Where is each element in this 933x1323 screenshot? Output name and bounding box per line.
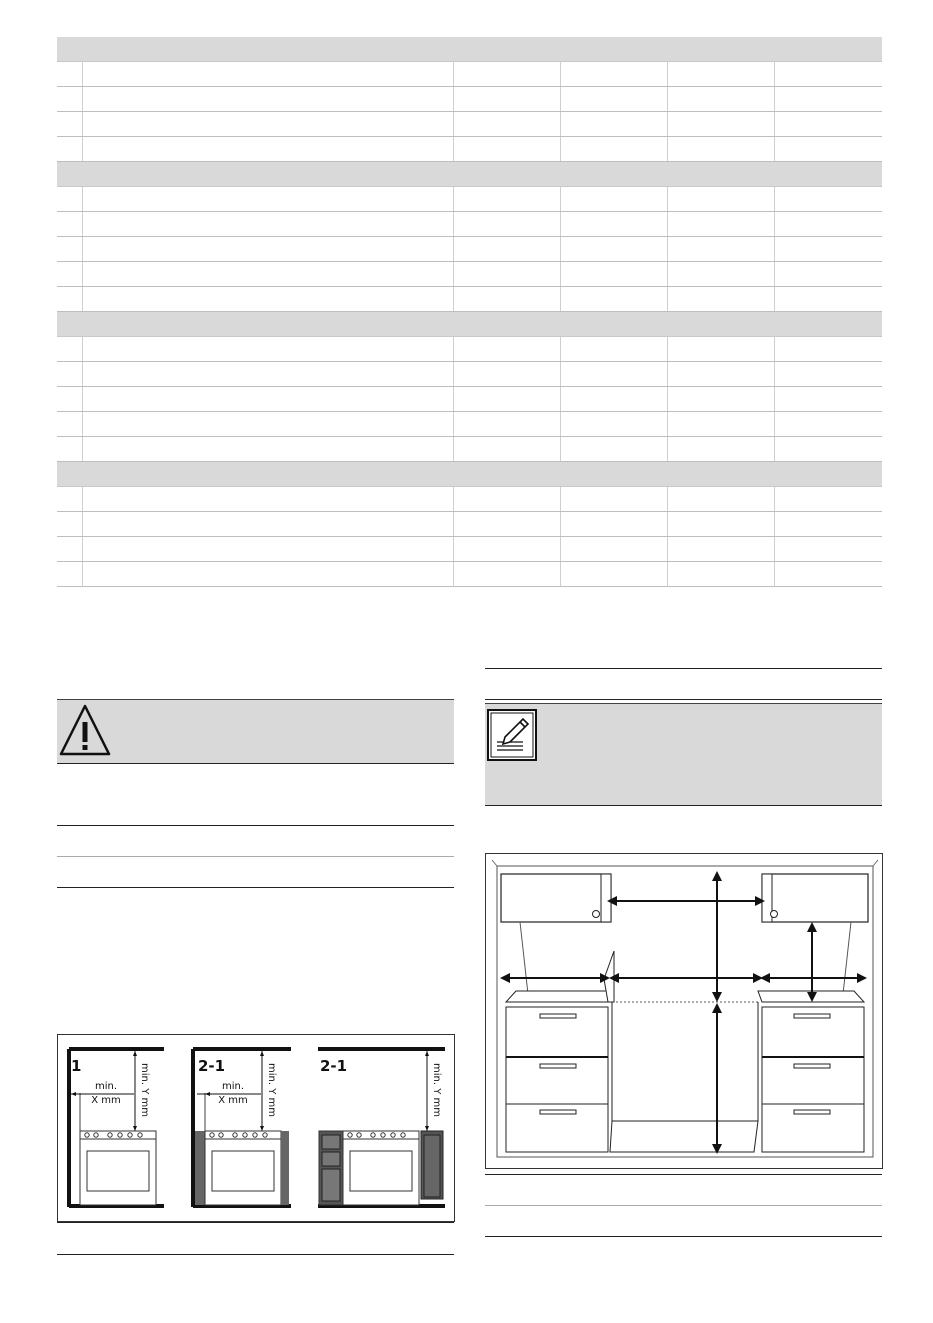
table-cell xyxy=(560,362,561,386)
table-cell xyxy=(667,237,668,261)
table-cell xyxy=(560,62,561,86)
table-cell xyxy=(667,437,668,461)
table-row xyxy=(57,87,882,112)
divider xyxy=(57,825,454,826)
table-cell xyxy=(667,87,668,111)
divider xyxy=(57,887,454,888)
table-cell xyxy=(82,262,83,286)
table-cell xyxy=(453,62,454,86)
x-value-label: X mm xyxy=(218,1095,248,1106)
table-cell xyxy=(774,262,775,286)
y-min-label: min. Y mm xyxy=(431,1063,442,1117)
x-min-label: min. xyxy=(221,1081,245,1092)
table-cell xyxy=(560,387,561,411)
divider xyxy=(57,763,454,764)
table-cell xyxy=(453,437,454,461)
table-cell xyxy=(774,112,775,136)
clearance-panel-3 xyxy=(318,1049,445,1206)
table-cell xyxy=(453,362,454,386)
table-cell xyxy=(774,437,775,461)
table-row xyxy=(57,562,882,587)
table-cell xyxy=(774,362,775,386)
table-row xyxy=(57,387,882,412)
table-cell xyxy=(453,212,454,236)
table-cell xyxy=(82,437,83,461)
table-cell xyxy=(82,212,83,236)
table-cell xyxy=(82,512,83,536)
warning-triangle-icon xyxy=(57,702,113,758)
table-row xyxy=(57,287,882,312)
y-min-label: min. Y mm xyxy=(139,1063,150,1117)
table-cell xyxy=(667,137,668,161)
table-cell xyxy=(82,87,83,111)
table-cell xyxy=(774,287,775,311)
table-cell xyxy=(453,187,454,211)
table-cell xyxy=(82,62,83,86)
table-cell xyxy=(774,387,775,411)
table-cell xyxy=(774,237,775,261)
table-row xyxy=(57,262,882,287)
table-cell xyxy=(560,212,561,236)
table-cell xyxy=(560,87,561,111)
table-section-header xyxy=(57,312,882,337)
table-cell xyxy=(82,362,83,386)
table-cell xyxy=(453,412,454,436)
table-cell xyxy=(774,212,775,236)
table-cell xyxy=(667,387,668,411)
table-cell xyxy=(667,112,668,136)
clearance-panel-2 xyxy=(193,1049,291,1207)
table-row xyxy=(57,437,882,462)
divider xyxy=(57,856,454,857)
table-cell xyxy=(774,412,775,436)
table-cell xyxy=(453,112,454,136)
table-cell xyxy=(560,287,561,311)
warning-box xyxy=(57,699,454,764)
x-min-label: min. xyxy=(94,1081,118,1092)
y-min-label: min. Y mm xyxy=(266,1063,277,1117)
table-section-header xyxy=(57,162,882,187)
table-cell xyxy=(774,62,775,86)
table-cell xyxy=(82,537,83,561)
table-cell xyxy=(560,337,561,361)
table-cell xyxy=(774,487,775,511)
table-section-header xyxy=(57,37,882,62)
table-cell xyxy=(667,412,668,436)
table-cell xyxy=(667,262,668,286)
table-cell xyxy=(82,112,83,136)
table-cell xyxy=(667,362,668,386)
table-cell xyxy=(667,187,668,211)
table-cell xyxy=(453,287,454,311)
table-cell xyxy=(82,237,83,261)
table-row xyxy=(57,212,882,237)
table-cell xyxy=(667,487,668,511)
table-row xyxy=(57,187,882,212)
divider xyxy=(485,805,882,806)
x-value-label: X mm xyxy=(91,1095,121,1106)
table-cell xyxy=(774,537,775,561)
clearance-panel-number: 1 xyxy=(71,1057,82,1075)
divider xyxy=(57,1222,454,1223)
table-cell xyxy=(453,87,454,111)
table-section-header xyxy=(57,462,882,487)
table-cell xyxy=(82,412,83,436)
table-cell xyxy=(774,137,775,161)
table-cell xyxy=(453,537,454,561)
table-cell xyxy=(774,187,775,211)
table-cell xyxy=(667,562,668,586)
table-cell xyxy=(82,337,83,361)
clearance-panel-1 xyxy=(69,1049,164,1207)
table-cell xyxy=(560,237,561,261)
table-cell xyxy=(560,512,561,536)
table-cell xyxy=(453,562,454,586)
table-cell xyxy=(560,187,561,211)
table-cell xyxy=(82,187,83,211)
table-cell xyxy=(82,487,83,511)
table-cell xyxy=(560,137,561,161)
divider xyxy=(485,1205,882,1206)
clearance-panel-number: 2-1 xyxy=(198,1057,226,1075)
table-cell xyxy=(667,337,668,361)
table-cell xyxy=(560,112,561,136)
divider xyxy=(485,699,882,700)
table-cell xyxy=(560,437,561,461)
table-cell xyxy=(560,487,561,511)
divider xyxy=(485,1174,882,1175)
table-row xyxy=(57,512,882,537)
table-cell xyxy=(560,537,561,561)
note-box xyxy=(485,703,882,806)
table-cell xyxy=(453,137,454,161)
table-cell xyxy=(82,562,83,586)
table-row xyxy=(57,237,882,262)
table-row xyxy=(57,362,882,387)
table-cell xyxy=(453,387,454,411)
table-cell xyxy=(774,512,775,536)
table-cell xyxy=(453,487,454,511)
table-cell xyxy=(774,87,775,111)
table-cell xyxy=(667,537,668,561)
table-cell xyxy=(560,412,561,436)
table-row xyxy=(57,337,882,362)
table-cell xyxy=(82,287,83,311)
clearance-panel-number: 2-1 xyxy=(320,1057,348,1075)
table-cell xyxy=(667,212,668,236)
divider xyxy=(485,668,882,669)
table-row xyxy=(57,537,882,562)
table-cell xyxy=(774,562,775,586)
table-cell xyxy=(453,237,454,261)
specification-table xyxy=(57,37,882,587)
table-cell xyxy=(667,62,668,86)
table-cell xyxy=(774,337,775,361)
table-cell xyxy=(667,287,668,311)
clearance-diagram xyxy=(57,1034,455,1222)
table-cell xyxy=(560,562,561,586)
pencil-note-icon xyxy=(487,709,537,761)
table-row xyxy=(57,137,882,162)
table-cell xyxy=(560,262,561,286)
table-row xyxy=(57,412,882,437)
table-cell xyxy=(82,387,83,411)
divider xyxy=(57,1254,454,1255)
divider xyxy=(485,1236,882,1237)
table-row xyxy=(57,62,882,87)
table-cell xyxy=(82,137,83,161)
installation-dimensions-diagram xyxy=(485,853,883,1169)
table-row xyxy=(57,487,882,512)
table-cell xyxy=(667,512,668,536)
table-cell xyxy=(453,512,454,536)
table-cell xyxy=(453,262,454,286)
table-cell xyxy=(453,337,454,361)
table-row xyxy=(57,112,882,137)
